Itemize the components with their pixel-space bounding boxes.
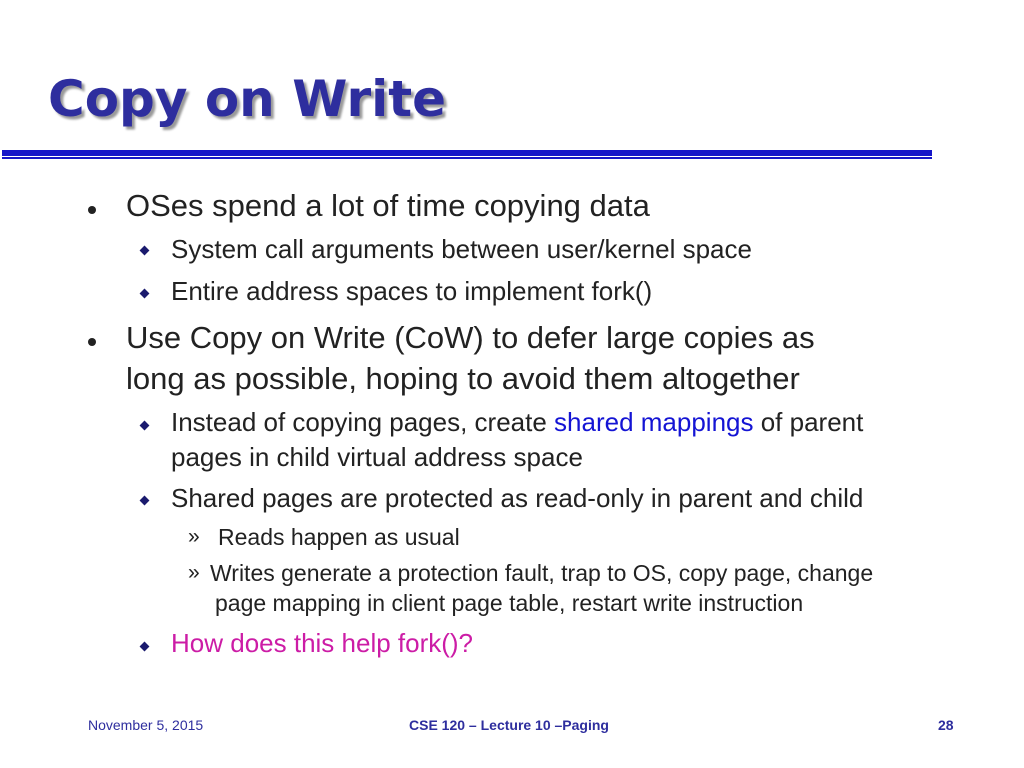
bullet-2-2-1-text: Reads happen as usual (218, 524, 460, 550)
bullet-2-text-line1: Use Copy on Write (CoW) to defer large copies as (126, 320, 815, 355)
raquo-bullet-icon: » (188, 525, 200, 548)
footer-course: CSE 120 – Lecture 10 –Paging (409, 717, 609, 733)
bullet-1-1-text: System call arguments between user/kernel space (171, 234, 752, 264)
bullet-2-2-2-text-line2: page mapping in client page table, restart write instruction (215, 590, 804, 616)
bullet-2-1-post: of parent (753, 407, 864, 437)
title-underline-thick (2, 150, 932, 156)
bullet-2-1-text-line2: pages in child virtual address space (171, 442, 583, 472)
diamond-bullet-icon (140, 421, 150, 431)
slide-title: Copy on Write (48, 70, 447, 128)
bullet-1-text: OSes spend a lot of time copying data (126, 188, 650, 223)
diamond-bullet-icon (140, 496, 150, 506)
bullet-2-2-text: Shared pages are protected as read-only in parent and child (171, 483, 864, 513)
diamond-bullet-icon (140, 289, 150, 299)
footer-date: November 5, 2015 (88, 717, 204, 733)
shared-mappings-highlight: shared mappings (554, 407, 754, 437)
bullet-2-2-2-text-line1: Writes generate a protection fault, trap to OS, copy page, change (210, 560, 874, 586)
bullet-2-1-text-line1 (171, 405, 863, 440)
footer-page-number: 28 (938, 717, 954, 733)
bullet-1-2-text: Entire address spaces to implement fork() (171, 276, 653, 306)
diamond-bullet-icon (140, 642, 150, 652)
title-underline-thin (2, 157, 932, 159)
raquo-bullet-icon: » (188, 561, 200, 584)
diamond-bullet-icon (140, 246, 150, 256)
bullet-2-1-pre: Instead of copying pages, create (171, 407, 555, 437)
bullet-2-text-line2: long as possible, hoping to avoid them altogether (126, 361, 800, 396)
bullet-dot (88, 338, 96, 346)
bullet-dot (88, 206, 96, 214)
bullet-2-3-question: How does this help fork()? (171, 628, 474, 658)
